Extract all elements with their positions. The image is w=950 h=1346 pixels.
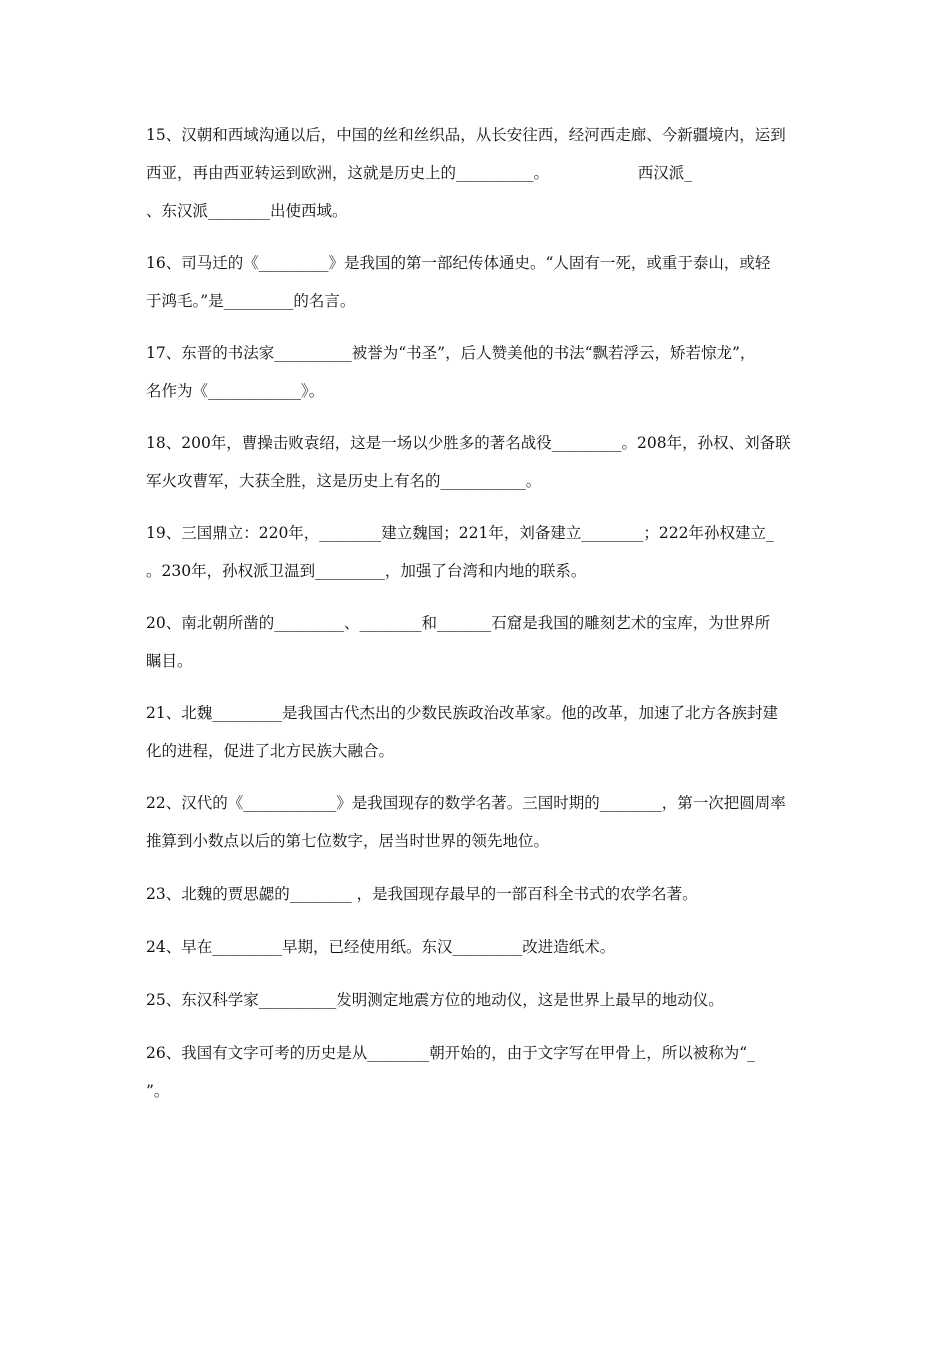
question-18-line-2: 军火攻曹军，大获全胜，这是历史上有名的___________。 [146,472,542,490]
question-19-line-1: 19、三国鼎立：220年，________建立魏国；221年，刘备建立________；222年孙权建立_ [146,524,774,542]
question-16-line-2: 于鸿毛。”是_________的名言。 [146,292,356,310]
question-22-line-2: 推算到小数点以后的第七位数字，居当时世界的领先地位。 [146,832,550,850]
question-15-line-3: 、东汉派________出使西域。 [146,202,348,220]
question-23-line-1: 23、北魏的贾思勰的________ ，是我国现存最早的一部百科全书式的农学名著。 [146,885,698,903]
question-18-line-1: 18、200年，曹操击败袁绍，这是一场以少胜多的著名战役_________。208年，孙权、刘备联 [146,434,791,452]
question-19-line-2: 。230年，孙权派卫温到_________，加强了台湾和内地的联系。 [146,562,587,580]
question-21-line-1: 21、北魏_________是我国古代杰出的少数民族政治改革家。他的改革，加速了北方各族封建 [146,704,778,722]
question-20-line-2: 瞩目。 [146,652,193,670]
question-26-line-1: 26、我国有文字可考的历史是从________朝开始的，由于文字写在甲骨上，所以被称为“_ [146,1044,755,1062]
question-26-line-2: ”。 [146,1082,170,1100]
question-17-line-2: 名作为《____________》。 [146,382,325,400]
question-15-line-1: 15、汉朝和西域沟通以后，中国的丝和丝织品，从长安往西，经河西走廊、今新疆境内，运到 [146,126,786,144]
question-21-line-2: 化的进程，促进了北方民族大融合。 [146,742,395,760]
question-20-line-1: 20、南北朝所凿的_________、________和_______石窟是我国的雕刻艺术的宝库，为世界所 [146,614,771,632]
question-22-line-1: 22、汉代的《____________》是我国现存的数学名著。三国时期的________，第一次把圆周率 [146,794,786,812]
question-17-line-1: 17、东晋的书法家__________被誉为“书圣”，后人赞美他的书法“飘若浮云，矫若惊龙”， [146,344,756,362]
question-15-line-2: 西亚，再由西亚转运到欧洲，这就是历史上的__________。 西汉派_ [146,164,692,182]
question-25-line-1: 25、东汉科学家__________发明测定地震方位的地动仪，这是世界上最早的地动仪。 [146,991,724,1009]
question-24-line-1: 24、早在_________早期，已经使用纸。东汉_________改进造纸术。 [146,938,616,956]
question-16-line-1: 16、司马迁的《_________》是我国的第一部纪传体通史。“人固有一死，或重于泰山，或轻 [146,254,771,272]
